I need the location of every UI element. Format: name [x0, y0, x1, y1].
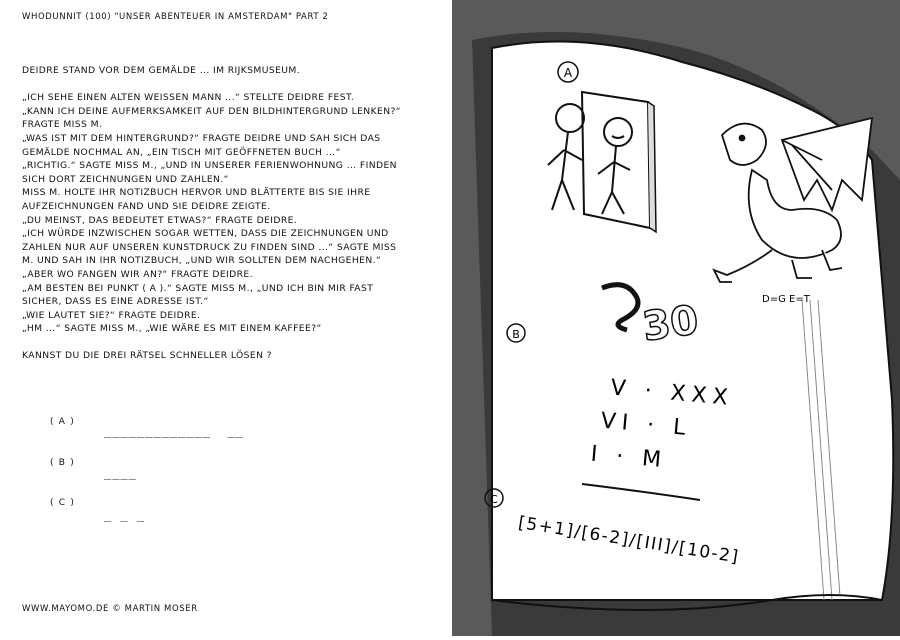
dragon-note: D=G E=T: [762, 294, 810, 305]
story-line: DEIDRE STAND VOR DEM GEMÄLDE ... IM RIJKSMUSEUM.: [22, 65, 301, 76]
left-page: [0, 0, 452, 636]
answer-a-blanks: _____________ __: [104, 424, 244, 438]
story-line: MISS M. HOLTE IHR NOTIZBUCH HERVOR UND BLÄTTERTE BIS SIE IHRE: [22, 187, 371, 199]
story-line: „RICHTIG.“ SAGTE MISS M., „UND IN UNSERER FERIENWOHNUNG ... FINDEN: [22, 160, 397, 172]
story-line: „ICH WÜRDE INZWISCHEN SOGAR WETTEN, DASS DIE ZEICHNUNGEN UND: [22, 228, 389, 240]
story-line: „WIE LAUTET SIE?“ FRAGTE DEIDRE.: [22, 309, 201, 321]
story-line: „WAS IST MIT DEM HINTERGRUND?“ FRAGTE DEIDRE UND SAH SICH DAS: [22, 132, 381, 144]
answer-b-blanks: ____: [104, 466, 137, 480]
wave-number: 30: [639, 297, 702, 351]
marker-b-text: B: [512, 328, 520, 341]
story-line: ZAHLEN NUR AUF UNSEREN KUNSTDRUCK ZU FINDEN SIND ...“ SAGTE MISS: [22, 241, 397, 253]
notebook-drawing: [452, 0, 900, 636]
story-line: „KANN ICH DEINE AUFMERKSAMKEIT AUF DEN BILDHINTERGRUND LENKEN?“: [22, 105, 401, 117]
story-text: [22, 64, 442, 363]
story-line: SICH DORT ZEICHNUNGEN UND ZAHLEN.“: [22, 173, 229, 185]
roman-row-1: V · XXX: [609, 375, 735, 412]
story-line: „HM ...“ SAGTE MISS M., „WIE WÄRE ES MIT EINEM KAFFEE?“: [22, 323, 322, 335]
notebook-illustration: [452, 0, 900, 636]
story-line: SICHER, DASS ES EINE ADRESSE IST.“: [22, 296, 209, 308]
cipher-text: [5+1]/[6-2]/[III]/[10-2]: [516, 512, 741, 568]
story-line: M. UND SAH IN IHR NOTIZBUCH, „UND WIR SOLLTEN DEM NACHGEHEN.“: [22, 255, 382, 267]
story-gap: [22, 78, 442, 92]
answer-c-blanks: _ _ _: [104, 508, 146, 522]
page-header: WHODUNNIT (100) "UNSER ABENTEUER IN AMSTERDAM" PART 2: [22, 12, 329, 22]
roman-row-2: VI · L: [599, 408, 693, 442]
story-line: „ABER WO FANGEN WIR AN?“ FRAGTE DEIDRE.: [22, 268, 253, 280]
question-a-label: ( A ): [50, 417, 75, 427]
question-c-label: ( C ): [50, 498, 76, 508]
story-line: KANNST DU DIE DREI RÄTSEL SCHNELLER LÖSEN ?: [22, 350, 272, 362]
story-line: AUFZEICHNUNGEN FAND UND SIE DEIDRE ZEIGTE.: [22, 200, 271, 212]
story-line: FRAGTE MISS M.: [22, 119, 103, 131]
marker-c-text: C: [490, 493, 498, 506]
question-b-label: ( B ): [50, 458, 75, 468]
mirror-frame: [582, 92, 650, 228]
story-line: „AM BESTEN BEI PUNKT ( A ).“ SAGTE MISS M., „UND ICH BIN MIR FAST: [22, 282, 374, 294]
story-line: „DU MEINST, DAS BEDEUTET ETWAS?“ FRAGTE DEIDRE.: [22, 214, 298, 226]
story-line: „ICH SEHE EINEN ALTEN WEISSEN MANN ...“ STELLTE DEIDRE FEST.: [22, 92, 355, 104]
marker-a-text: A: [563, 66, 573, 80]
roman-row-3: I · M: [589, 441, 669, 474]
footer-credit: WWW.MAYOMO.DE © MARTIN MOSER: [22, 604, 198, 614]
story-line: GEMÄLDE NOCHMAL AN, „EIN TISCH MIT GEÖFFNETEN BUCH ...“: [22, 146, 341, 158]
story-gap: [22, 336, 442, 350]
